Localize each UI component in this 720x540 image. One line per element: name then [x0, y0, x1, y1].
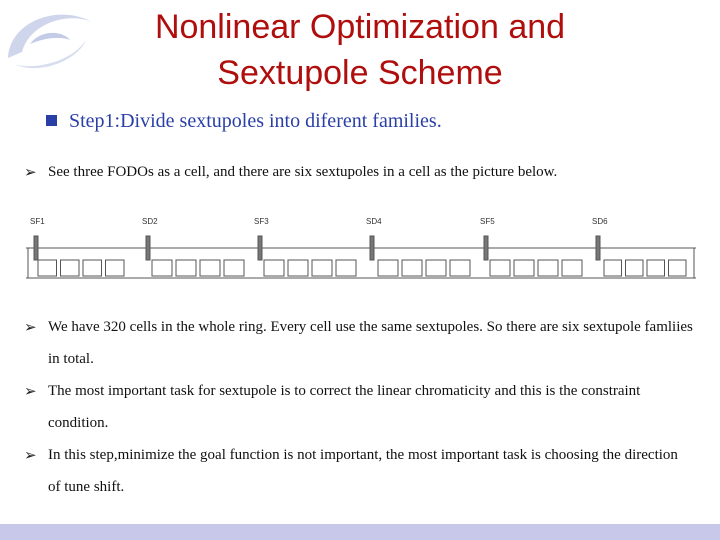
- dipole-box: [288, 260, 308, 276]
- bullet-item: [24, 439, 694, 503]
- bullet-text: In this step,minimize the goal function is not important, the most important task is choosing the direction of tune shift.: [48, 447, 678, 495]
- slide-title: [60, 4, 660, 96]
- dipole-box: [514, 260, 534, 276]
- sextupole-label: SD4: [366, 217, 382, 226]
- bullet-item: [24, 156, 694, 188]
- dipole-box: [626, 260, 644, 276]
- dipole-box: [38, 260, 57, 276]
- sextupole-marker: [596, 236, 600, 260]
- bullet-text: See three FODOs as a cell, and there are six sextupoles in a cell as the picture below.: [48, 164, 558, 180]
- title-line-1: Nonlinear Optimization and: [154, 8, 566, 46]
- arrow-bullet-icon: ➢: [24, 382, 37, 400]
- dipole-box: [224, 260, 244, 276]
- dipole-box: [176, 260, 196, 276]
- dipole-box: [106, 260, 125, 276]
- bullet-item: [24, 375, 694, 439]
- sextupole-marker: [258, 236, 262, 260]
- dipole-box: [83, 260, 102, 276]
- dipole-box: [669, 260, 687, 276]
- dipole-box: [312, 260, 332, 276]
- dipole-box: [402, 260, 422, 276]
- title-line-2: Sextupole Scheme: [217, 54, 503, 92]
- sextupole-marker: [484, 236, 488, 260]
- dipole-box: [152, 260, 172, 276]
- sextupole-label: SD6: [592, 217, 608, 226]
- bullet-item: [24, 311, 694, 375]
- dipole-box: [264, 260, 284, 276]
- dipole-box: [647, 260, 665, 276]
- dipole-box: [490, 260, 510, 276]
- arrow-bullet-icon: ➢: [24, 446, 37, 464]
- dipole-box: [200, 260, 220, 276]
- step-heading: [46, 110, 442, 133]
- arrow-bullet-icon: ➢: [24, 318, 37, 336]
- sextupole-marker: [146, 236, 150, 260]
- sextupole-label: SD2: [142, 217, 158, 226]
- sextupole-label: SF1: [30, 217, 45, 226]
- dipole-box: [378, 260, 398, 276]
- dipole-box: [562, 260, 582, 276]
- bullet-text: The most important task for sextupole is to correct the linear chromaticity and this is the constraint condition.: [48, 383, 641, 431]
- dipole-box: [538, 260, 558, 276]
- sextupole-label: SF3: [254, 217, 269, 226]
- bullet-text: We have 320 cells in the whole ring. Every cell use the same sextupoles. So there are six sextupole famliies in total.: [48, 319, 693, 367]
- square-bullet-icon: [46, 115, 57, 126]
- sextupole-marker: [34, 236, 38, 260]
- sextupole-label: SF5: [480, 217, 495, 226]
- lattice-diagram: [26, 212, 696, 292]
- dipole-box: [61, 260, 80, 276]
- footer-bar: [0, 524, 720, 540]
- dipole-box: [336, 260, 356, 276]
- step-heading-text: Step1:Divide sextupoles into diferent families.: [69, 110, 442, 132]
- sextupole-marker: [370, 236, 374, 260]
- dipole-box: [426, 260, 446, 276]
- dipole-box: [604, 260, 622, 276]
- dipole-box: [450, 260, 470, 276]
- arrow-bullet-icon: ➢: [24, 163, 37, 181]
